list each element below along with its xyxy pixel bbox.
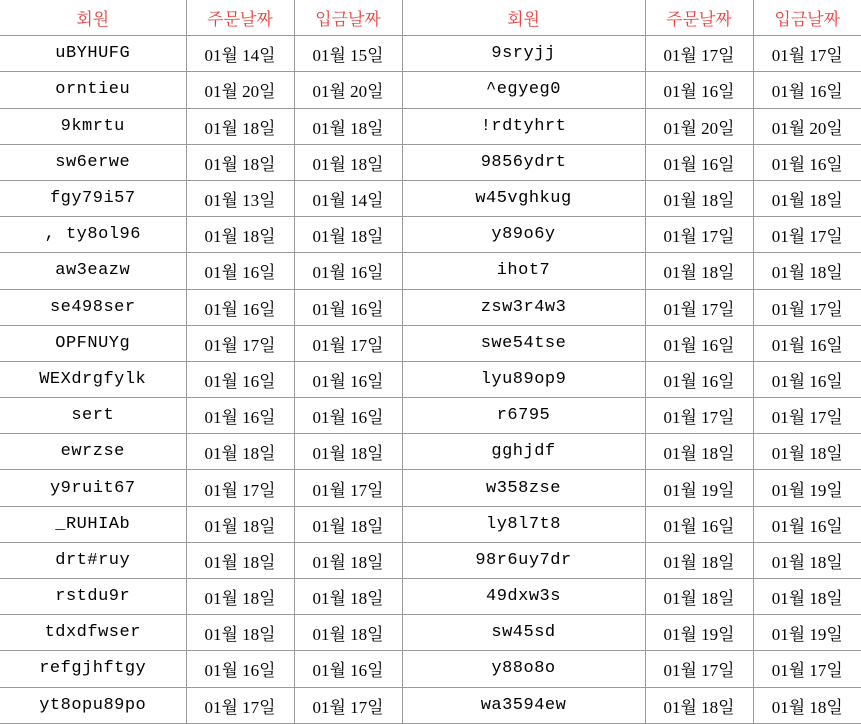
order-date-left: 01월 14일 — [186, 36, 294, 72]
table-body — [0, 36, 861, 724]
table-row — [0, 506, 861, 542]
table-header-row — [0, 0, 861, 36]
payment-date-right: 01월 18일 — [753, 542, 861, 578]
payment-date-left: 01월 20일 — [294, 72, 402, 108]
order-date-left: 01월 17일 — [186, 687, 294, 723]
member-name-left: sert — [0, 398, 186, 434]
payment-date-right: 01월 16일 — [753, 325, 861, 361]
table-row — [0, 434, 861, 470]
order-date-right: 01월 18일 — [645, 253, 753, 289]
member-name-right: !rdtyhrt — [402, 108, 645, 144]
payment-date-right: 01월 17일 — [753, 217, 861, 253]
payment-date-left: 01월 18일 — [294, 579, 402, 615]
table-row — [0, 325, 861, 361]
member-name-right: zsw3r4w3 — [402, 289, 645, 325]
order-date-left: 01월 16일 — [186, 253, 294, 289]
payment-date-left: 01월 18일 — [294, 506, 402, 542]
member-name-right: lyu89op9 — [402, 361, 645, 397]
order-date-right: 01월 18일 — [645, 180, 753, 216]
member-name-left: uBYHUFG — [0, 36, 186, 72]
member-name-left: ewrzse — [0, 434, 186, 470]
member-name-left: OPFNUYg — [0, 325, 186, 361]
payment-date-right: 01월 20일 — [753, 108, 861, 144]
table-row — [0, 579, 861, 615]
member-name-right: y89o6y — [402, 217, 645, 253]
table-row — [0, 398, 861, 434]
payment-date-left: 01월 17일 — [294, 687, 402, 723]
table-row — [0, 253, 861, 289]
column-header-payment-date-left: 입금날짜 — [294, 0, 402, 36]
order-date-right: 01월 18일 — [645, 687, 753, 723]
payment-date-right: 01월 18일 — [753, 253, 861, 289]
member-name-left: y9ruit67 — [0, 470, 186, 506]
payment-date-left: 01월 18일 — [294, 615, 402, 651]
table-row — [0, 144, 861, 180]
payment-date-left: 01월 18일 — [294, 217, 402, 253]
member-name-right: 9sryjj — [402, 36, 645, 72]
payment-date-right: 01월 17일 — [753, 651, 861, 687]
column-header-order-date-left: 주문날짜 — [186, 0, 294, 36]
payment-date-left: 01월 16일 — [294, 398, 402, 434]
payment-date-left: 01월 18일 — [294, 108, 402, 144]
order-date-right: 01월 17일 — [645, 651, 753, 687]
table-header — [0, 0, 861, 36]
member-name-right: sw45sd — [402, 615, 645, 651]
order-date-left: 01월 17일 — [186, 325, 294, 361]
order-date-left: 01월 17일 — [186, 470, 294, 506]
table-row — [0, 651, 861, 687]
member-name-right: w45vghkug — [402, 180, 645, 216]
payment-date-right: 01월 18일 — [753, 687, 861, 723]
member-name-left: WEXdrgfylk — [0, 361, 186, 397]
order-date-right: 01월 17일 — [645, 398, 753, 434]
order-date-right: 01월 19일 — [645, 615, 753, 651]
order-date-left: 01월 16일 — [186, 361, 294, 397]
payment-date-right: 01월 17일 — [753, 289, 861, 325]
member-name-left: 9kmrtu — [0, 108, 186, 144]
payment-date-left: 01월 18일 — [294, 144, 402, 180]
table-row — [0, 361, 861, 397]
order-date-left: 01월 16일 — [186, 398, 294, 434]
table-row — [0, 687, 861, 723]
member-name-right: 9856ydrt — [402, 144, 645, 180]
member-name-right: 98r6uy7dr — [402, 542, 645, 578]
member-name-right: gghjdf — [402, 434, 645, 470]
member-name-left: _RUHIAb — [0, 506, 186, 542]
payment-date-right: 01월 18일 — [753, 434, 861, 470]
member-name-right: ^egyeg0 — [402, 72, 645, 108]
table-row — [0, 542, 861, 578]
payment-date-left: 01월 16일 — [294, 253, 402, 289]
payment-date-right: 01월 17일 — [753, 36, 861, 72]
order-date-right: 01월 16일 — [645, 325, 753, 361]
member-name-right: ihot7 — [402, 253, 645, 289]
member-name-left: refgjhftgy — [0, 651, 186, 687]
member-name-left: tdxdfwser — [0, 615, 186, 651]
member-name-right: 49dxw3s — [402, 579, 645, 615]
member-name-left: drt#ruy — [0, 542, 186, 578]
order-date-right: 01월 16일 — [645, 144, 753, 180]
order-date-left: 01월 13일 — [186, 180, 294, 216]
member-name-left: yt8opu89po — [0, 687, 186, 723]
order-date-right: 01월 16일 — [645, 72, 753, 108]
payment-date-right: 01월 16일 — [753, 72, 861, 108]
order-date-right: 01월 18일 — [645, 542, 753, 578]
payment-date-left: 01월 17일 — [294, 325, 402, 361]
column-header-order-date-right: 주문날짜 — [645, 0, 753, 36]
member-name-left: rstdu9r — [0, 579, 186, 615]
table-row — [0, 615, 861, 651]
column-header-payment-date-right: 입금날짜 — [753, 0, 861, 36]
member-name-right: w358zse — [402, 470, 645, 506]
member-name-right: ly8l7t8 — [402, 506, 645, 542]
payment-date-right: 01월 19일 — [753, 470, 861, 506]
payment-date-right: 01월 18일 — [753, 180, 861, 216]
payment-date-left: 01월 18일 — [294, 434, 402, 470]
payment-date-right: 01월 16일 — [753, 144, 861, 180]
order-date-left: 01월 18일 — [186, 434, 294, 470]
column-header-member-left: 회원 — [0, 0, 186, 36]
payment-date-left: 01월 16일 — [294, 289, 402, 325]
table-row — [0, 289, 861, 325]
order-date-left: 01월 18일 — [186, 108, 294, 144]
order-date-right: 01월 17일 — [645, 217, 753, 253]
payment-date-right: 01월 19일 — [753, 615, 861, 651]
payment-date-left: 01월 14일 — [294, 180, 402, 216]
member-name-right: r6795 — [402, 398, 645, 434]
member-name-right: y88o8o — [402, 651, 645, 687]
payment-date-left: 01월 16일 — [294, 651, 402, 687]
column-header-member-right: 회원 — [402, 0, 645, 36]
order-date-left: 01월 18일 — [186, 542, 294, 578]
table-row — [0, 108, 861, 144]
member-name-left: aw3eazw — [0, 253, 186, 289]
member-name-left: fgy79i57 — [0, 180, 186, 216]
order-date-left: 01월 18일 — [186, 144, 294, 180]
order-date-right: 01월 17일 — [645, 36, 753, 72]
payment-date-right: 01월 17일 — [753, 398, 861, 434]
order-date-left: 01월 20일 — [186, 72, 294, 108]
order-date-left: 01월 18일 — [186, 217, 294, 253]
payment-date-left: 01월 16일 — [294, 361, 402, 397]
order-date-right: 01월 19일 — [645, 470, 753, 506]
member-name-left: , ty8ol96 — [0, 217, 186, 253]
order-date-left: 01월 18일 — [186, 615, 294, 651]
order-date-right: 01월 17일 — [645, 289, 753, 325]
order-date-right: 01월 18일 — [645, 434, 753, 470]
payment-date-left: 01월 18일 — [294, 542, 402, 578]
member-name-left: se498ser — [0, 289, 186, 325]
member-name-right: wa3594ew — [402, 687, 645, 723]
table-row — [0, 217, 861, 253]
payment-date-right: 01월 16일 — [753, 506, 861, 542]
order-date-left: 01월 16일 — [186, 651, 294, 687]
table-row — [0, 72, 861, 108]
table-row — [0, 36, 861, 72]
member-name-right: swe54tse — [402, 325, 645, 361]
order-date-right: 01월 16일 — [645, 361, 753, 397]
order-date-right: 01월 18일 — [645, 579, 753, 615]
payment-date-left: 01월 17일 — [294, 470, 402, 506]
table-row — [0, 180, 861, 216]
payment-date-right: 01월 16일 — [753, 361, 861, 397]
table-row — [0, 470, 861, 506]
order-date-left: 01월 16일 — [186, 289, 294, 325]
order-date-right: 01월 20일 — [645, 108, 753, 144]
member-name-left: orntieu — [0, 72, 186, 108]
order-date-left: 01월 18일 — [186, 506, 294, 542]
payment-date-left: 01월 15일 — [294, 36, 402, 72]
order-date-right: 01월 16일 — [645, 506, 753, 542]
order-date-left: 01월 18일 — [186, 579, 294, 615]
payment-date-right: 01월 18일 — [753, 579, 861, 615]
member-name-left: sw6erwe — [0, 144, 186, 180]
